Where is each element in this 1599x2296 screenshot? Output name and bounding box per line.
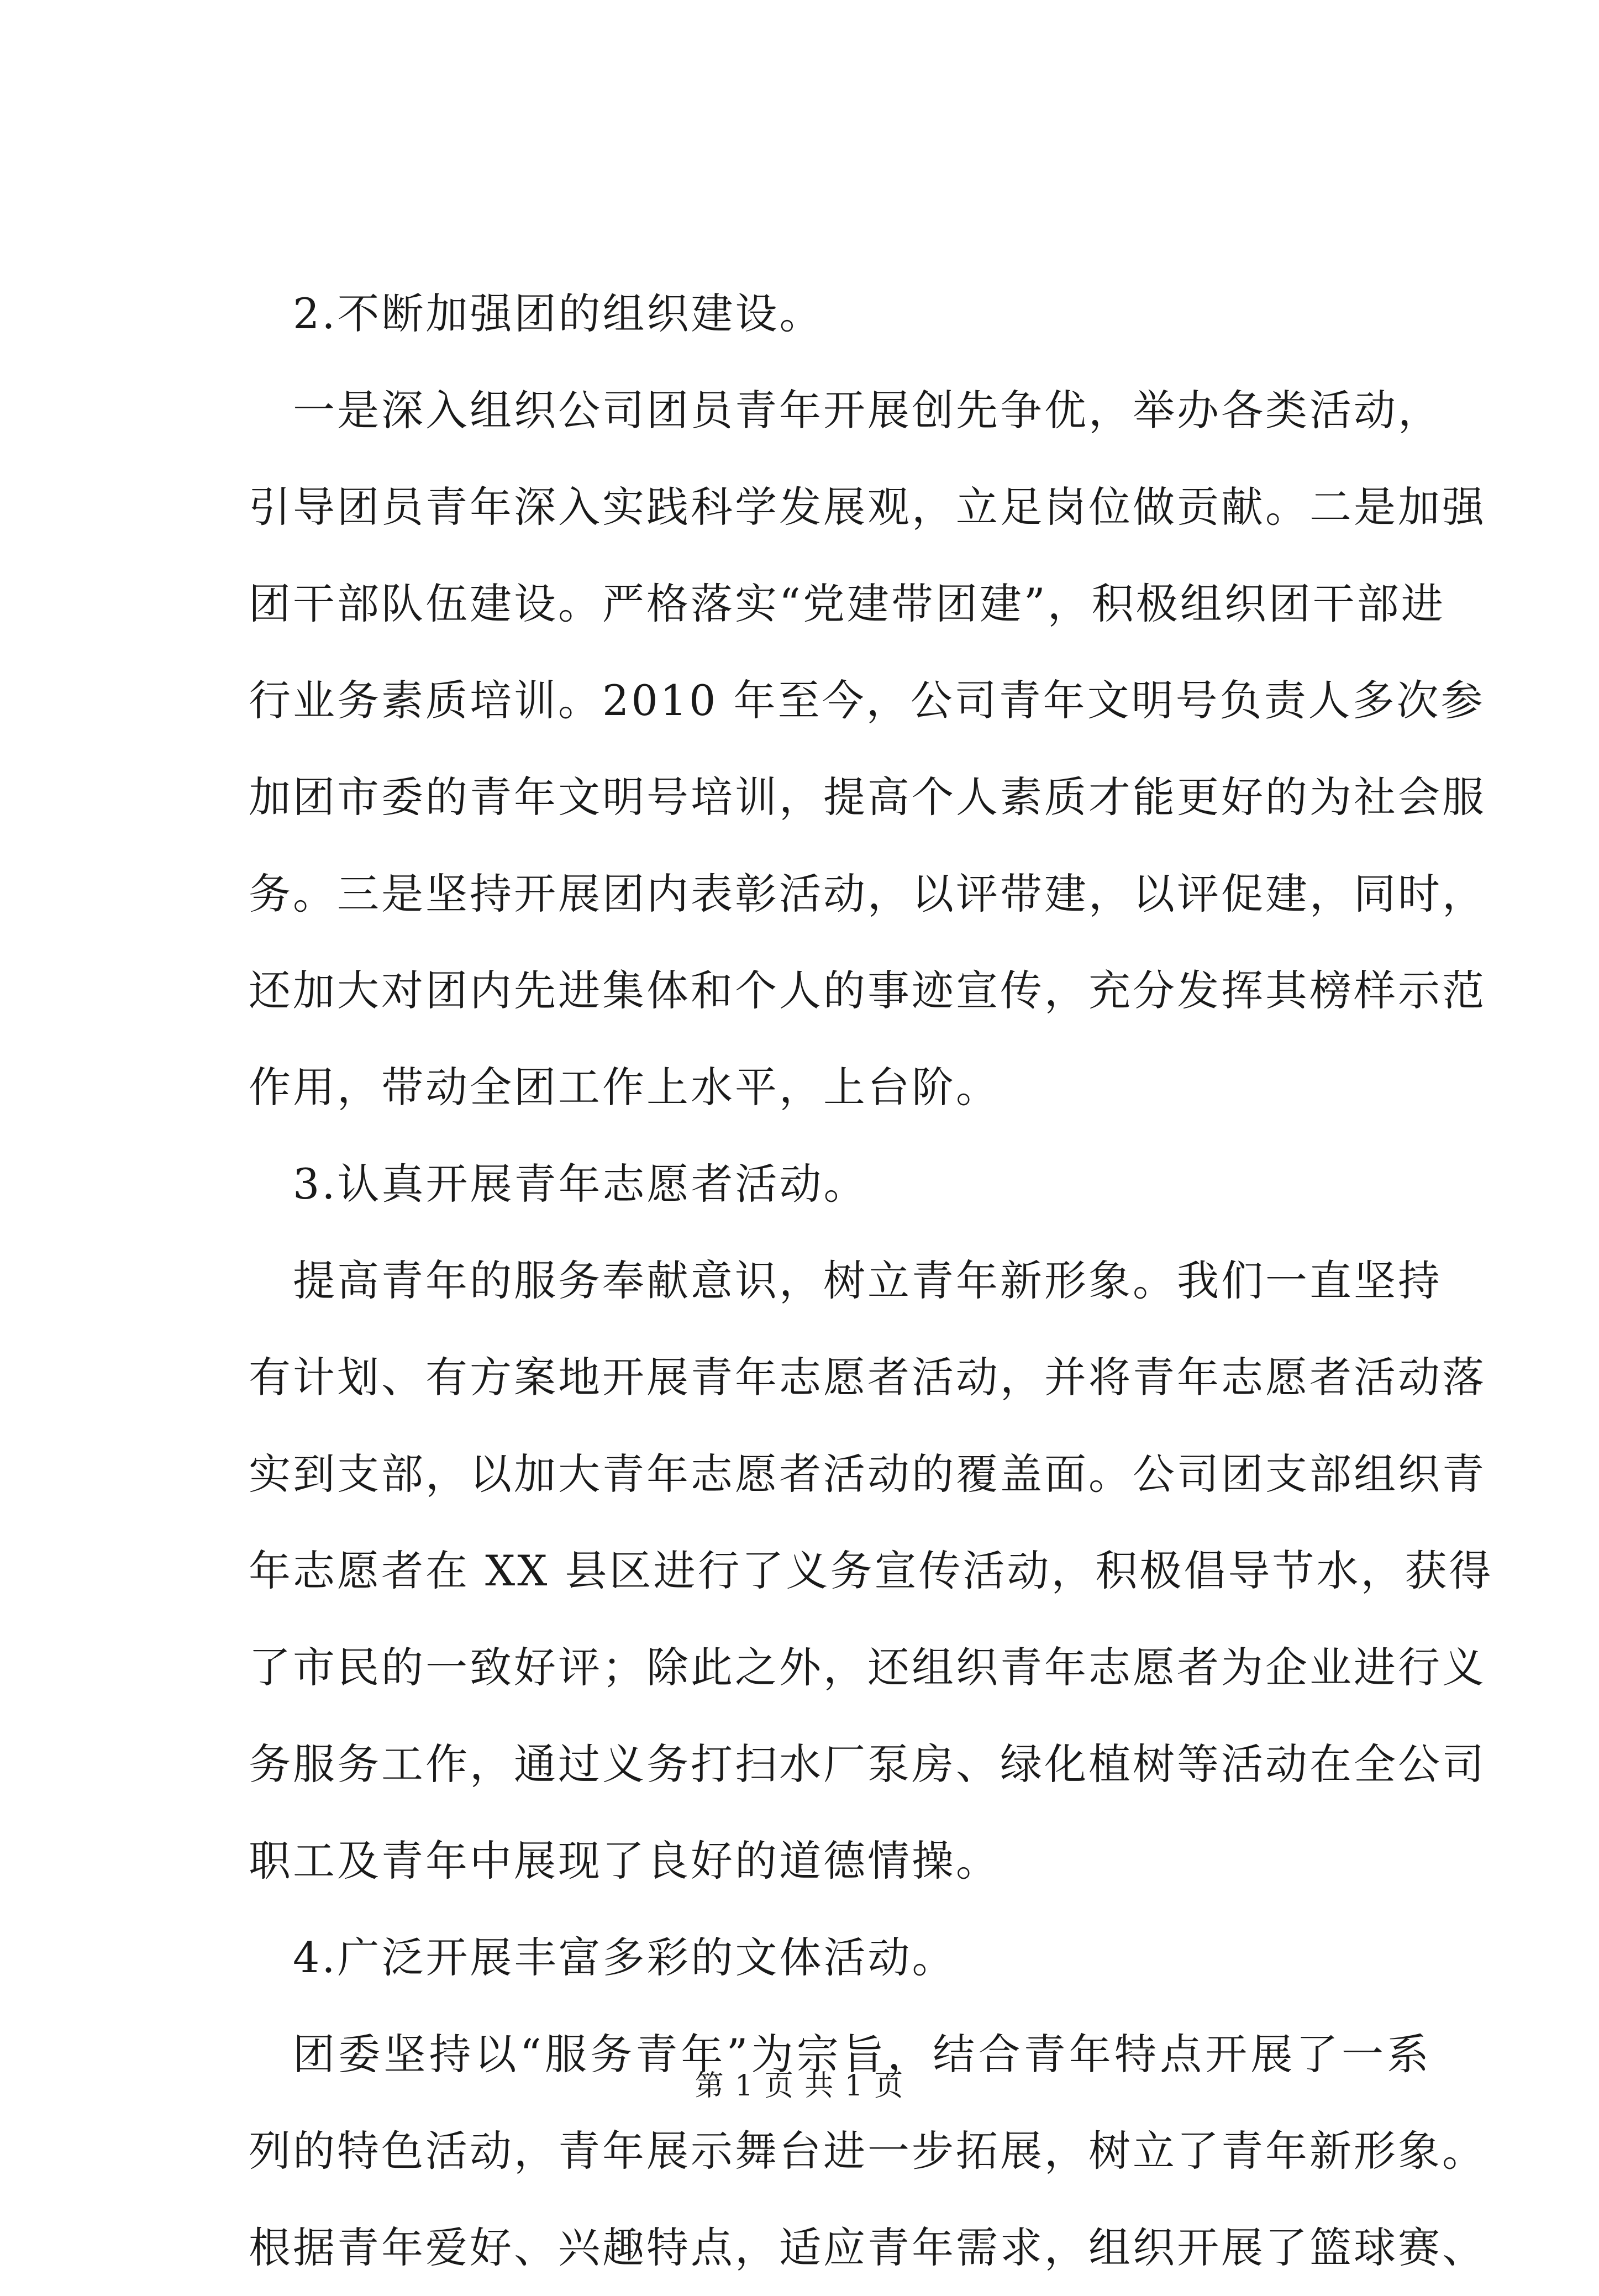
paragraph-line: 列的特色活动，青年展示舞台进一步拓展，树立了青年新形象。 — [249, 2126, 1486, 2176]
heading-line: 4.广泛开展丰富多彩的文体活动。 — [293, 1933, 956, 1982]
paragraph-line: 提高青年的服务奉献意识，树立青年新形象。我们一直坚持 — [293, 1256, 1442, 1305]
paragraph-line: 职工及青年中展现了良好的道德情操。 — [249, 1836, 1000, 1885]
paragraph-line: 一是深入组织公司团员青年开展创先争优，举办各类活动， — [293, 386, 1442, 435]
paragraph-line: 团委坚持以“服务青年”为宗旨，结合青年特点开展了一系 — [293, 2030, 1431, 2079]
paragraph-line: 引导团员青年深入实践科学发展观，立足岗位做贡献。二是加强 — [249, 482, 1486, 532]
paragraph-line: 团干部队伍建设。严格落实“党建带团建”，积极组织团干部进 — [249, 579, 1445, 628]
document-body — [249, 265, 1493, 2296]
paragraph-line: 加团市委的青年文明号培训，提高个人素质才能更好的为社会服 — [249, 773, 1486, 822]
paragraph-line: 有计划、有方案地开展青年志愿者活动，并将青年志愿者活动落 — [249, 1353, 1486, 1402]
page-number-footer: 第 1 页 共 1 页 — [695, 2069, 904, 2103]
heading-line: 3.认真开展青年志愿者活动。 — [293, 1159, 868, 1209]
paragraph-line: 根据青年爱好、兴趣特点，适应青年需求，组织开展了篮球赛、 — [249, 2223, 1486, 2272]
paragraph-line: 了市民的一致好评；除此之外，还组织青年志愿者为企业进行义 — [249, 1643, 1486, 1692]
paragraph-line: 行业务素质培训。2010 年至今，公司青年文明号负责人多次参 — [249, 676, 1485, 725]
paragraph-line: 务。三是坚持开展团内表彰活动，以评带建，以评促建，同时， — [249, 869, 1486, 918]
paragraph-line: 年志愿者在 XX 县区进行了义务宣传活动，积极倡导节水，获得 — [249, 1546, 1493, 1595]
paragraph-line: 务服务工作，通过义务打扫水厂泵房、绿化植树等活动在全公司 — [249, 1740, 1486, 1789]
paragraph-line: 还加大对团内先进集体和个人的事迹宣传，充分发挥其榜样示范 — [249, 966, 1486, 1015]
heading-line: 2.不断加强团的组织建设。 — [293, 289, 824, 338]
paragraph-line: 作用，带动全团工作上水平，上台阶。 — [249, 1063, 1000, 1112]
paragraph-line: 实到支部，以加大青年志愿者活动的覆盖面。公司团支部组织青 — [249, 1449, 1486, 1499]
